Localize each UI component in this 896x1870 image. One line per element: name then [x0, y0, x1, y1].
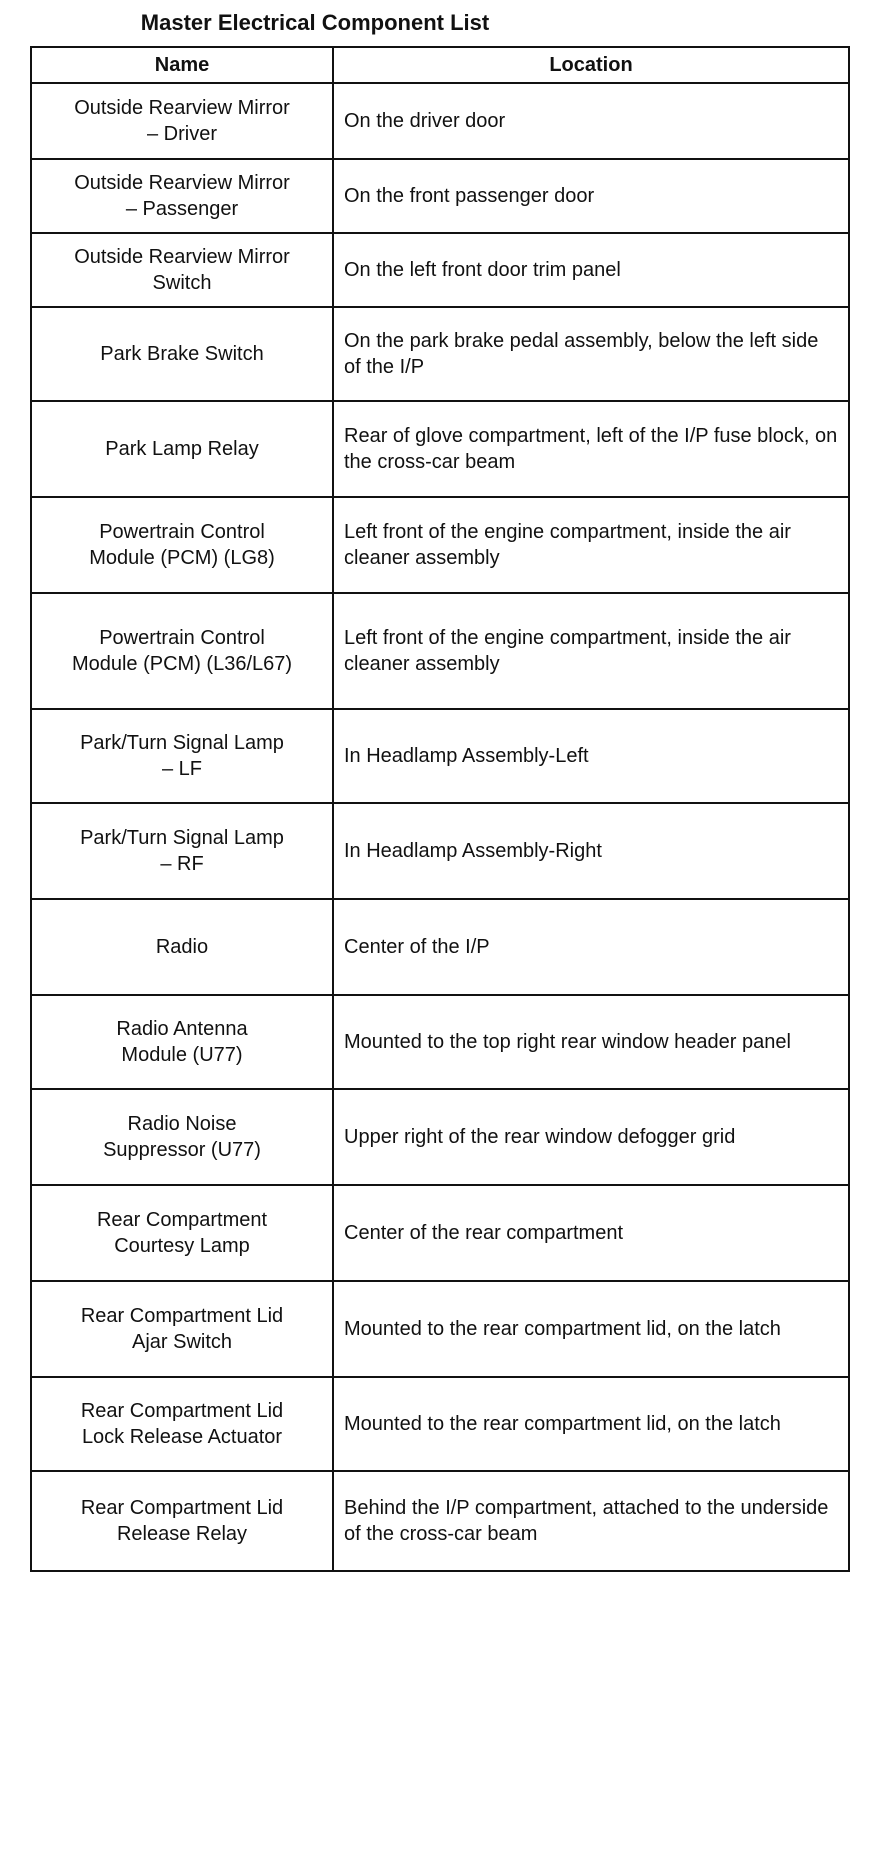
component-name-cell: Outside Rearview Mirror – Driver	[31, 83, 333, 159]
table-row	[31, 307, 849, 401]
component-name-cell: Rear Compartment Lid Ajar Switch	[31, 1281, 333, 1377]
component-location-cell: Upper right of the rear window defogger grid	[333, 1089, 849, 1185]
table-row	[31, 233, 849, 307]
component-location-cell: Mounted to the rear compartment lid, on the latch	[333, 1281, 849, 1377]
table-row	[31, 899, 849, 995]
column-header-name: Name	[31, 47, 333, 83]
table-row	[31, 1281, 849, 1377]
component-name-cell: Rear Compartment Lid Release Relay	[31, 1471, 333, 1571]
component-location-cell: On the left front door trim panel	[333, 233, 849, 307]
component-location-cell: Left front of the engine compartment, inside the air cleaner assembly	[333, 497, 849, 593]
component-location-cell: Center of the rear compartment	[333, 1185, 849, 1281]
table-row	[31, 159, 849, 233]
component-name-cell: Powertrain Control Module (PCM) (LG8)	[31, 497, 333, 593]
component-location-cell: On the front passenger door	[333, 159, 849, 233]
table-row	[31, 803, 849, 899]
component-location-cell: Left front of the engine compartment, inside the air cleaner assembly	[333, 593, 849, 709]
table-row	[31, 1377, 849, 1471]
component-location-cell: Mounted to the rear compartment lid, on the latch	[333, 1377, 849, 1471]
table-header-row	[31, 47, 849, 83]
component-location-cell: In Headlamp Assembly-Left	[333, 709, 849, 803]
component-name-cell: Radio Antenna Module (U77)	[31, 995, 333, 1089]
component-location-cell: Mounted to the top right rear window header panel	[333, 995, 849, 1089]
component-location-cell: On the driver door	[333, 83, 849, 159]
component-name-cell: Rear Compartment Courtesy Lamp	[31, 1185, 333, 1281]
component-location-cell: Rear of glove compartment, left of the I/P fuse block, on the cross-car beam	[333, 401, 849, 497]
component-name-cell: Radio Noise Suppressor (U77)	[31, 1089, 333, 1185]
column-header-location: Location	[333, 47, 849, 83]
component-location-cell: Center of the I/P	[333, 899, 849, 995]
component-name-cell: Park Brake Switch	[31, 307, 333, 401]
table-row	[31, 709, 849, 803]
component-name-cell: Outside Rearview Mirror – Passenger	[31, 159, 333, 233]
table-row	[31, 497, 849, 593]
table-row	[31, 593, 849, 709]
component-table	[30, 46, 850, 1572]
table-row	[31, 83, 849, 159]
component-name-cell: Powertrain Control Module (PCM) (L36/L67)	[31, 593, 333, 709]
component-location-cell: On the park brake pedal assembly, below the left side of the I/P	[333, 307, 849, 401]
table-row	[31, 401, 849, 497]
component-name-cell: Park/Turn Signal Lamp – LF	[31, 709, 333, 803]
table-row	[31, 995, 849, 1089]
component-name-cell: Radio	[31, 899, 333, 995]
table-row	[31, 1185, 849, 1281]
page-title: Master Electrical Component List	[140, 10, 490, 35]
component-name-cell: Rear Compartment Lid Lock Release Actuator	[31, 1377, 333, 1471]
component-location-cell: In Headlamp Assembly-Right	[333, 803, 849, 899]
component-name-cell: Park/Turn Signal Lamp – RF	[31, 803, 333, 899]
table-row	[31, 1471, 849, 1571]
component-location-cell: Behind the I/P compartment, attached to the underside of the cross-car beam	[333, 1471, 849, 1571]
component-name-cell: Park Lamp Relay	[31, 401, 333, 497]
component-name-cell: Outside Rearview Mirror Switch	[31, 233, 333, 307]
table-row	[31, 1089, 849, 1185]
